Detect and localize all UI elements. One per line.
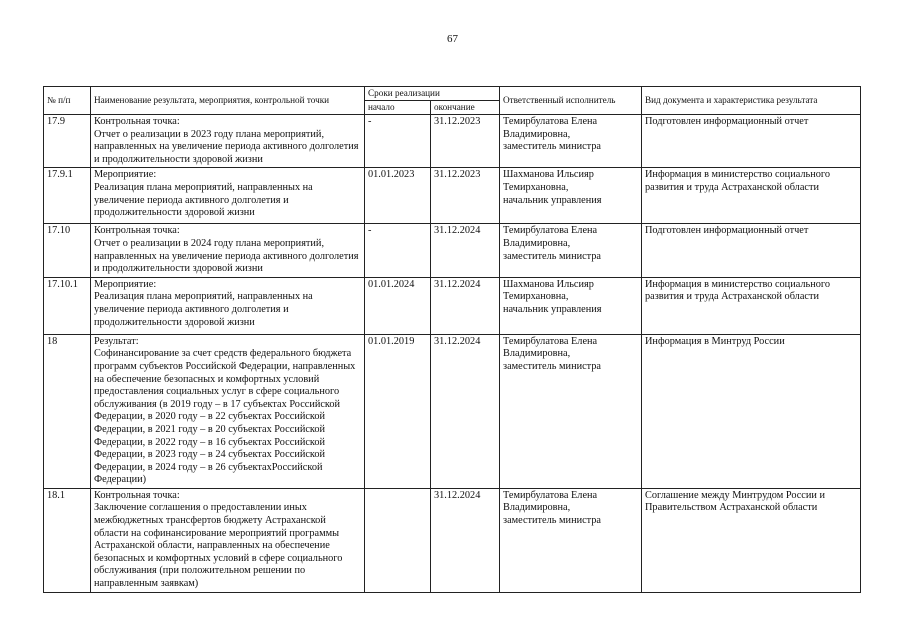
- cell-num: 18: [44, 334, 91, 488]
- cell-end: 31.12.2024: [431, 488, 500, 592]
- cell-executor: Темирбулатова Елена Владимировна, заместитель министра: [500, 224, 642, 277]
- page-number: 67: [447, 33, 458, 45]
- cell-name: Результат: Софинансирование за счет средств федерального бюджета программ субъектов Российской Федерации, направленных на обеспечение безопасных и комфортных условий предоставления социальных услуг в сфере социального обслуживания (в 2019 году – в 17 субъектах Российской Федерации, в 2020 году – в 22 субъектах Российской Федерации, в 2021 году – в 20 субъектах Российской Федерации, в 2022 году – в 16 субъектах Российской Федерации, в 2023 году – в 24 субъектах Российской Федерации, в 2024 году – в 26 субъектахРоссийской Федерации): [91, 334, 365, 488]
- cell-end: 31.12.2023: [431, 168, 500, 224]
- cell-num: 17.9: [44, 115, 91, 168]
- table-body: [44, 115, 861, 593]
- cell-executor: Шахманова Ильсияр Темирхановна, начальник управления: [500, 168, 642, 224]
- header-name: Наименование результата, мероприятия, контрольной точки: [91, 87, 365, 115]
- cell-executor: Темирбулатова Елена Владимировна, заместитель министра: [500, 488, 642, 592]
- cell-executor: Шахманова Ильсияр Темирхановна, начальник управления: [500, 277, 642, 334]
- header-num: № п/п: [44, 87, 91, 115]
- cell-num: 18.1: [44, 488, 91, 592]
- table-row: [44, 224, 861, 277]
- cell-name: Контрольная точка: Отчет о реализации в 2024 году плана мероприятий, направленных на увеличение периода активного долголетия и продолжительности здоровой жизни: [91, 224, 365, 277]
- table-row: [44, 334, 861, 488]
- header-executor: Ответственный исполнитель: [500, 87, 642, 115]
- cell-num: 17.10: [44, 224, 91, 277]
- cell-executor: Темирбулатова Елена Владимировна, заместитель министра: [500, 115, 642, 168]
- cell-end: 31.12.2024: [431, 224, 500, 277]
- cell-start: [365, 488, 431, 592]
- header-start: начало: [365, 101, 431, 115]
- cell-doc: Информация в Минтруд России: [642, 334, 861, 488]
- cell-name: Мероприятие: Реализация плана мероприятий, направленных на увеличение периода активного долголетия и продолжительности здоровой жизни: [91, 168, 365, 224]
- header-doc: Вид документа и характеристика результата: [642, 87, 861, 115]
- cell-doc: Соглашение между Минтрудом России и Правительством Астраханской области: [642, 488, 861, 592]
- table-header: [44, 87, 861, 115]
- plan-table: [43, 86, 861, 593]
- cell-name: Мероприятие: Реализация плана мероприятий, направленных на увеличение периода активного долголетия и продолжительности здоровой жизни: [91, 277, 365, 334]
- table-row: [44, 277, 861, 334]
- cell-start: -: [365, 224, 431, 277]
- cell-end: 31.12.2024: [431, 277, 500, 334]
- cell-name: Контрольная точка: Отчет о реализации в 2023 году плана мероприятий, направленных на увеличение периода активного долголетия и продолжительности здоровой жизни: [91, 115, 365, 168]
- cell-start: 01.01.2023: [365, 168, 431, 224]
- cell-num: 17.10.1: [44, 277, 91, 334]
- cell-doc: Подготовлен информационный отчет: [642, 115, 861, 168]
- cell-doc: Подготовлен информационный отчет: [642, 224, 861, 277]
- table-row: [44, 115, 861, 168]
- table-row: [44, 488, 861, 592]
- cell-name: Контрольная точка: Заключение соглашения о предоставлении иных межбюджетных трансфертов бюджету Астраханской области на софинансирование мероприятий программы Астраханской области, направленных на обеспечение безопасных и комфортных условий в сфере социального обслуживания (при положительном решении по направленным заявкам): [91, 488, 365, 592]
- cell-end: 31.12.2023: [431, 115, 500, 168]
- cell-doc: Информация в министерство социального развития и труда Астраханской области: [642, 277, 861, 334]
- cell-start: -: [365, 115, 431, 168]
- header-end: окончание: [431, 101, 500, 115]
- cell-num: 17.9.1: [44, 168, 91, 224]
- header-terms: Сроки реализации: [365, 87, 500, 101]
- cell-start: 01.01.2024: [365, 277, 431, 334]
- cell-start: 01.01.2019: [365, 334, 431, 488]
- cell-doc: Информация в министерство социального развития и труда Астраханской области: [642, 168, 861, 224]
- table-row: [44, 168, 861, 224]
- cell-end: 31.12.2024: [431, 334, 500, 488]
- cell-executor: Темирбулатова Елена Владимировна, заместитель министра: [500, 334, 642, 488]
